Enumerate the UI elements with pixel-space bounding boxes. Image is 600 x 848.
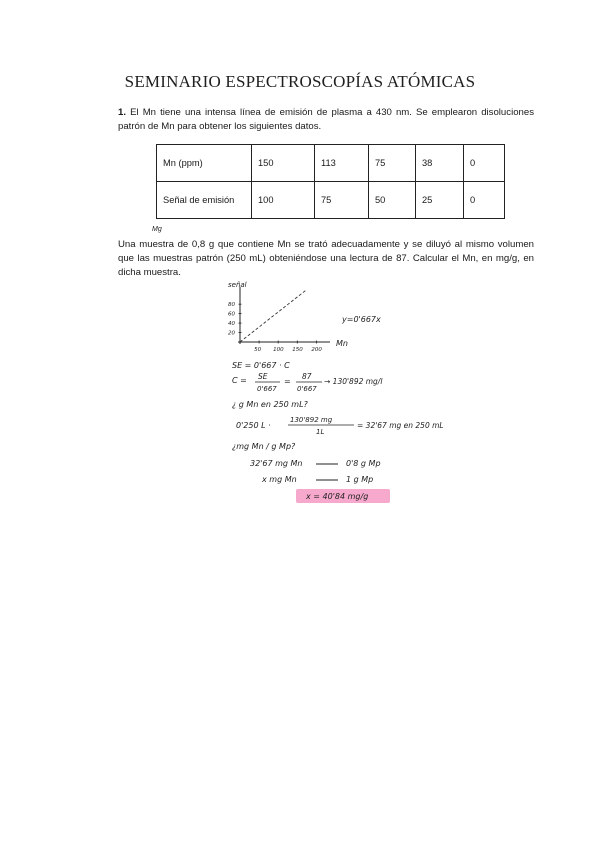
- hw-line-7a: x mg Mn: [262, 475, 297, 484]
- table-cell: 25: [416, 182, 464, 219]
- x-tick-label: 150: [292, 347, 303, 353]
- y-tick-label: 80: [228, 302, 235, 309]
- y-tick-label: 40: [228, 321, 235, 328]
- table-cell: 113: [315, 145, 369, 182]
- page-title: SEMINARIO ESPECTROSCOPÍAS ATÓMICAS: [124, 72, 476, 91]
- x-tick-label: 50: [254, 347, 262, 353]
- table-cell: 38: [416, 145, 464, 182]
- x-axis-label: Mn: [336, 339, 348, 348]
- table-cell: 150: [252, 145, 315, 182]
- hw-line-6b: 0'8 g Mp: [346, 459, 381, 468]
- hw-line-7b: 1 g Mp: [346, 475, 374, 484]
- hw-frac2-den: 0'667: [297, 385, 317, 393]
- table-cell: 0: [464, 145, 505, 182]
- table-cell: Mn (ppm): [157, 145, 252, 182]
- y-tick-label: 20: [228, 330, 235, 337]
- table-cell: 100: [252, 182, 315, 219]
- hw-line-5: ¿mg Mn / g Mp?: [232, 442, 296, 451]
- hw-result: x = 40'84 mg/g: [306, 492, 369, 501]
- regression-equation: y=0'667x: [342, 315, 381, 324]
- table-cell: 50: [369, 182, 416, 219]
- hw-line-4a: 0'250 L ·: [236, 421, 271, 430]
- hw-line-2a: C =: [232, 376, 247, 385]
- margin-note: Mg: [152, 226, 162, 233]
- hw-line-1: SE = 0'667 · C: [232, 361, 290, 370]
- x-tick-label: 100: [273, 347, 284, 353]
- calibration-sketch: [228, 281, 381, 353]
- problem-2-text: Una muestra de 0,8 g que contiene Mn se trató adecuadamente y se diluyó al mismo volumen que las muestras patrón (250 mL) obteniéndose una lectura de 87. Calcular el Mn, en mg/g, en dicha muestra.: [118, 239, 534, 278]
- hw-frac3-den: 1L: [316, 428, 325, 436]
- hw-line-6a: 32'67 mg Mn: [250, 459, 303, 468]
- y-axis-label: señal: [228, 281, 247, 289]
- table-cell: Señal de emisión: [157, 182, 252, 219]
- problem-number: 1.: [118, 107, 127, 118]
- hw-frac3-num: 130'892 mg: [290, 416, 333, 424]
- calibration-line: [240, 291, 305, 342]
- hw-equals: =: [284, 377, 291, 386]
- x-tick-label: 200: [311, 347, 322, 353]
- hw-line-4c: = 32'67 mg en 250 mL: [357, 421, 444, 430]
- hw-line-3: ¿ g Mn en 250 mL?: [232, 400, 308, 409]
- hw-frac1-den: 0'667: [257, 385, 277, 393]
- table-cell: 75: [315, 182, 369, 219]
- problem-1-statement: El Mn tiene una intensa línea de emisión de plasma a 430 nm. Se emplearon disoluciones patrón de Mn para obtener los siguientes datos.: [118, 107, 535, 132]
- hw-frac1-num: SE: [258, 372, 268, 381]
- table-cell: 0: [464, 182, 505, 219]
- hw-line-2d: → 130'892 mg/l: [324, 377, 383, 386]
- y-tick-label: 60: [228, 311, 235, 318]
- hw-frac2-num: 87: [302, 372, 312, 381]
- table-cell: 75: [369, 145, 416, 182]
